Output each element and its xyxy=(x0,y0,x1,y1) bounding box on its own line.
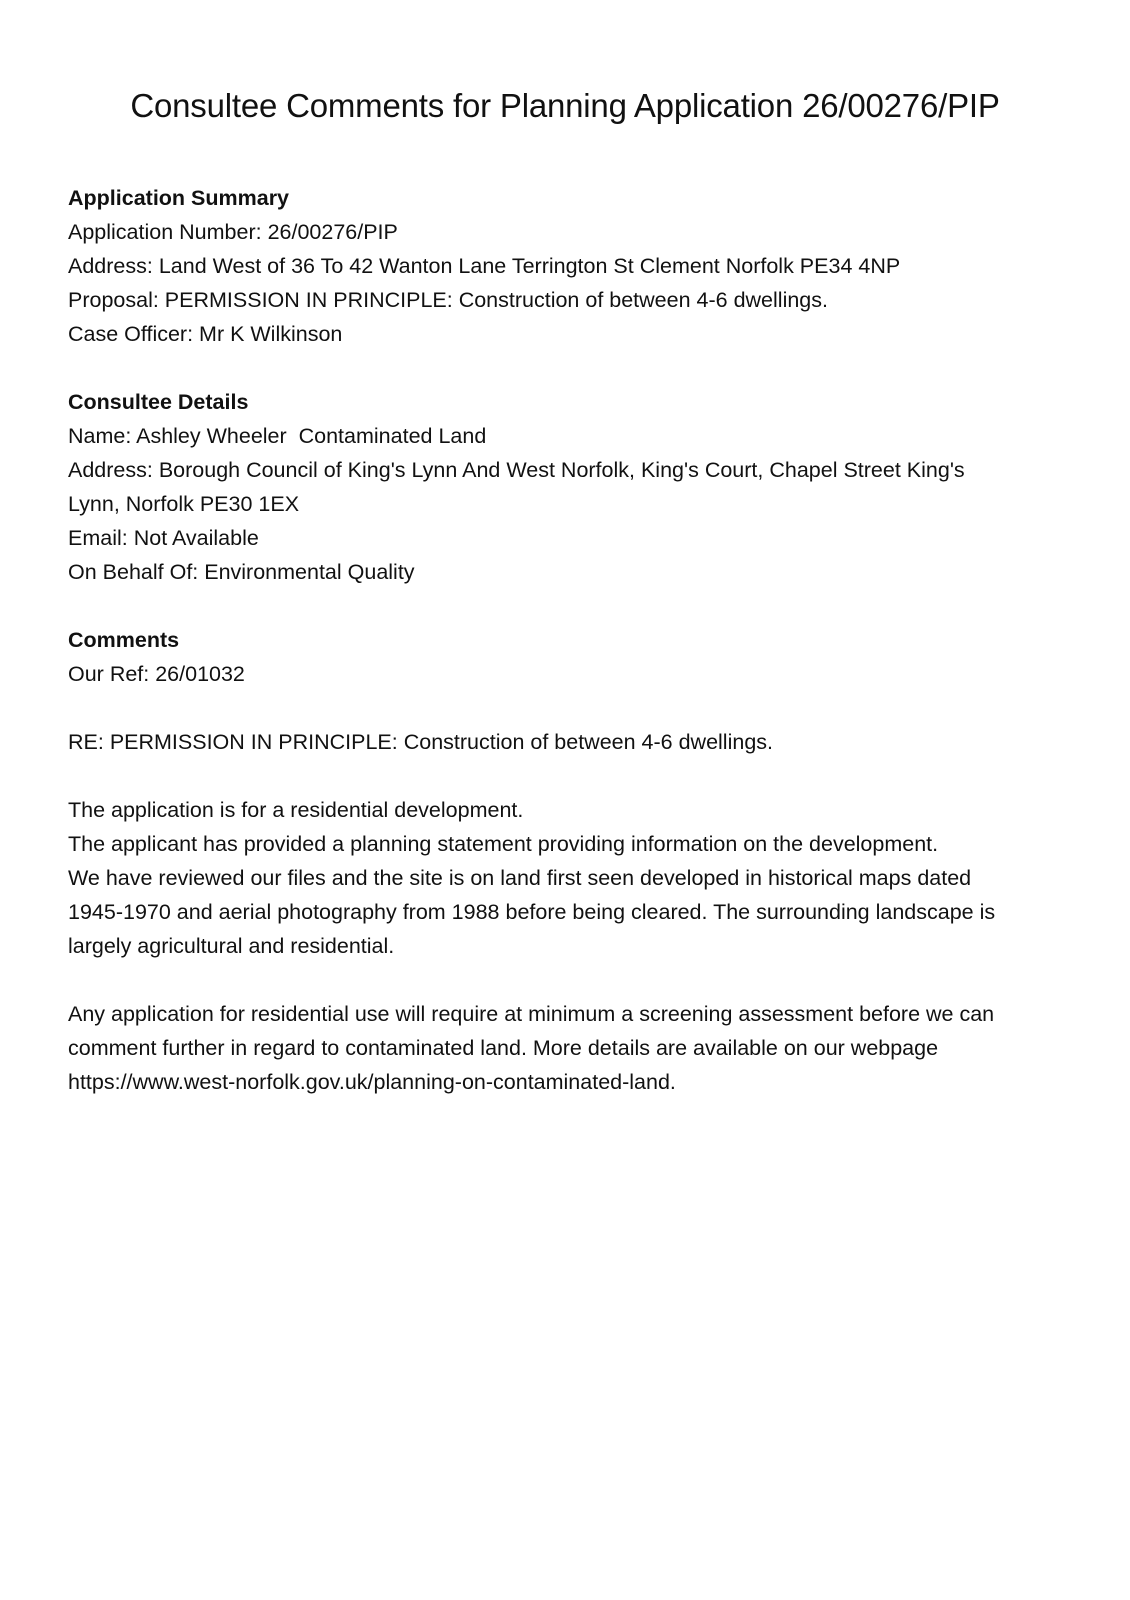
section-spacer xyxy=(68,589,1063,623)
comment-line: Any application for residential use will require at minimum a screening assessment before we can xyxy=(68,1002,995,1026)
consultee-address-line-1: Address: Borough Council of King's Lynn And West Norfolk, King's Court, Chapel Street King's xyxy=(68,458,965,482)
comment-line: The application is for a residential development. xyxy=(68,798,524,822)
consultee-details-heading: Consultee Details xyxy=(68,390,249,414)
application-number: Application Number: 26/00276/PIP xyxy=(68,220,398,244)
comment-line: comment further in regard to contaminated land. More details are available on our webpage xyxy=(68,1036,939,1060)
application-proposal: Proposal: PERMISSION IN PRINCIPLE: Construction of between 4-6 dwellings. xyxy=(68,288,828,312)
comment-paragraph-2 xyxy=(68,997,1063,1099)
paragraph-spacer xyxy=(68,963,1063,997)
comment-line: 1945-1970 and aerial photography from 1988 before being cleared. The surrounding landscape is xyxy=(68,900,996,924)
re-line: RE: PERMISSION IN PRINCIPLE: Construction of between 4-6 dwellings. xyxy=(68,730,773,754)
comment-paragraph-1 xyxy=(68,793,1063,963)
case-officer: Case Officer: Mr K Wilkinson xyxy=(68,322,343,346)
comment-line: The applicant has provided a planning statement providing information on the development. xyxy=(68,832,939,856)
application-summary-section xyxy=(68,181,1063,351)
document-body xyxy=(68,181,1063,1099)
application-summary-heading: Application Summary xyxy=(68,186,290,210)
section-spacer xyxy=(68,351,1063,385)
consultee-name: Name: Ashley Wheeler Contaminated Land xyxy=(68,424,487,448)
comments-heading: Comments xyxy=(68,628,180,652)
consultee-details-section xyxy=(68,385,1063,589)
application-address: Address: Land West of 36 To 42 Wanton Lane Terrington St Clement Norfolk PE34 4NP xyxy=(68,254,901,278)
our-ref: Our Ref: 26/01032 xyxy=(68,662,245,686)
comment-line: largely agricultural and residential. xyxy=(68,934,395,958)
page-title: Consultee Comments for Planning Application 26/00276/PIP xyxy=(130,87,1000,124)
consultee-address-line-2: Lynn, Norfolk PE30 1EX xyxy=(68,492,300,516)
paragraph-spacer xyxy=(68,759,1063,793)
comment-line: We have reviewed our files and the site is on land first seen developed in historical maps dated xyxy=(68,866,972,890)
comments-section xyxy=(68,623,1063,1099)
webpage-link-text: https://www.west-norfolk.gov.uk/planning-on-contaminated-land. xyxy=(68,1070,676,1094)
consultee-email: Email: Not Available xyxy=(68,526,259,550)
consultee-on-behalf-of: On Behalf Of: Environmental Quality xyxy=(68,560,415,584)
paragraph-spacer xyxy=(68,691,1063,725)
